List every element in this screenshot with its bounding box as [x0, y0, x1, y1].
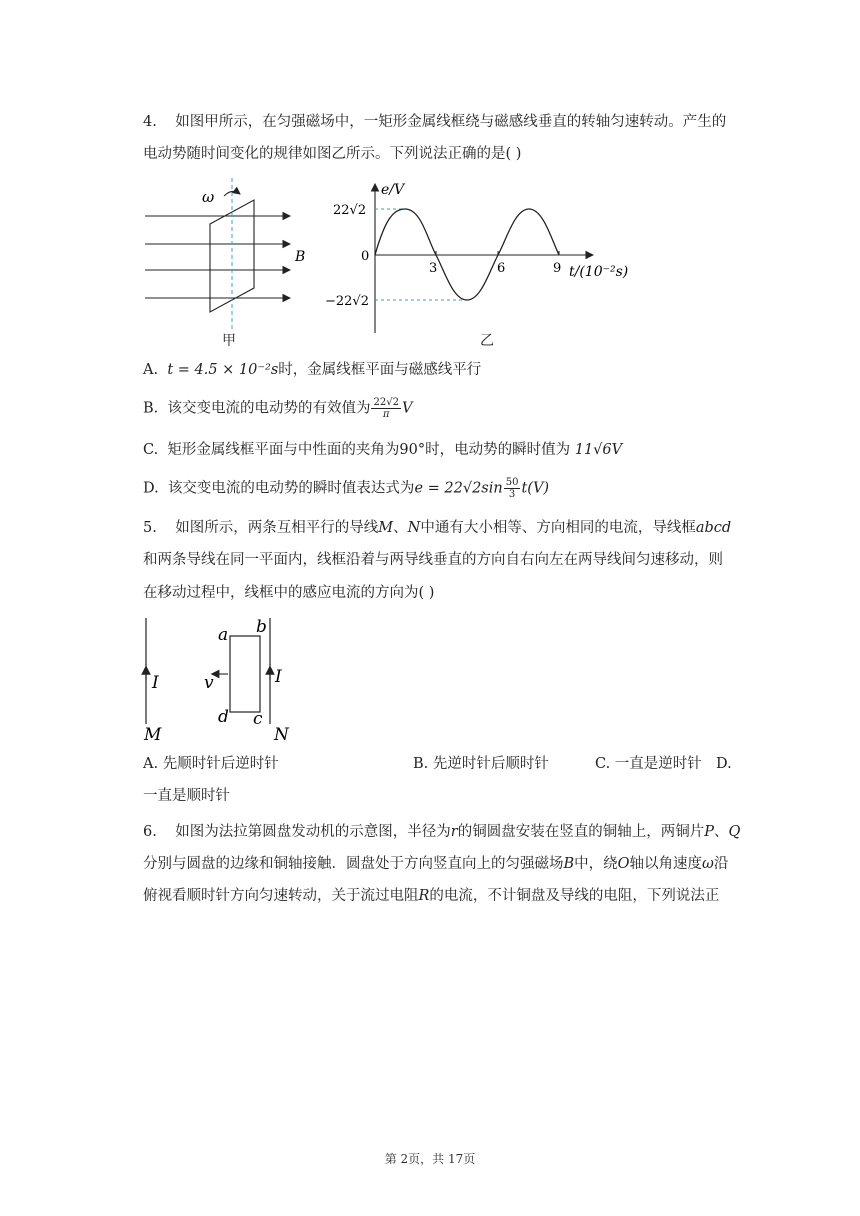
q5-number: 5.	[143, 520, 157, 536]
q5-text-1b: 中通有大小相等、方向相同的电流，导线框	[420, 520, 696, 536]
q6-text-3a: 俯视看顺时针方向匀速转动，关于流过电阻	[143, 888, 419, 904]
label-I-left: I	[152, 673, 159, 693]
q6-text-1a: 如图为法拉第圆盘发动机的示意图，半径为	[175, 824, 451, 840]
q6-text-2d: 沿	[713, 856, 729, 872]
option-b-fraction	[371, 397, 400, 420]
y-top-label: 22√2	[333, 203, 367, 218]
q4-line-1	[143, 112, 726, 132]
q6-text-1b: 的铜圆盘安装在竖直的铜轴上，两铜片	[457, 824, 705, 840]
label-v: v	[204, 673, 214, 693]
q5-option-a[interactable]: A. 先顺时针后逆时针	[143, 756, 279, 772]
q4-option-d[interactable]	[143, 477, 549, 500]
frame-abcd	[230, 636, 260, 712]
q6-text-2a: 分别与圆盘的边缘和铜轴接触．圆盘处于方向竖直向上的匀强磁场	[143, 856, 564, 872]
omega-label: ω	[202, 188, 215, 206]
x-tick-6: 6	[497, 261, 506, 276]
label-b: b	[256, 617, 267, 637]
option-a-expr: t = 4.5 × 10⁻²s	[167, 362, 279, 378]
q6-Q: Q	[728, 824, 741, 840]
option-a-label: A.	[143, 362, 159, 378]
q5-option-d-label[interactable]: D.	[716, 756, 732, 772]
field-label-B: B	[295, 249, 306, 265]
figure-q5	[140, 612, 300, 747]
q6-line-2	[143, 854, 728, 874]
figure-yi	[325, 178, 635, 338]
q5-abcd: abcd	[695, 520, 732, 536]
fraction-denominator: 3	[508, 489, 516, 500]
q5-option-d-text[interactable]: 一直是顺时针	[143, 788, 230, 804]
q4-number: 4.	[143, 114, 157, 130]
y-axis-label: e/V	[381, 182, 405, 198]
label-a: a	[218, 625, 229, 645]
option-c-value: 11√6V	[574, 442, 623, 458]
q5-sep: 、	[393, 520, 408, 536]
q4-option-a[interactable]	[143, 360, 481, 380]
option-a-text: 时，金属线框平面与磁感线平行	[278, 362, 482, 378]
q5-option-c[interactable]: C. 一直是逆时针	[595, 756, 702, 772]
fraction-numerator: 50	[505, 477, 519, 488]
x-tick-3: 3	[429, 261, 438, 276]
label-c: c	[253, 709, 263, 729]
q5-N: N	[407, 520, 421, 536]
q6-text-3b: 的电流，不计铜盘及导线的电阻，下列说法正	[429, 888, 720, 904]
y-bottom-label: −22√2	[325, 294, 369, 309]
label-I-right: I	[275, 667, 282, 687]
q4-option-c[interactable]	[143, 440, 622, 460]
q6-sep: 、	[713, 824, 729, 840]
option-b-text: 该交变电流的电动势的有效值为	[167, 400, 371, 417]
y-zero-label: 0	[361, 249, 370, 264]
q5-M: M	[378, 520, 394, 536]
label-N: N	[274, 725, 289, 745]
option-c-label: C.	[143, 442, 159, 458]
q6-number: 6.	[143, 824, 157, 840]
q6-line-3	[143, 886, 719, 906]
option-c-text: 矩形金属线框平面与中性面的夹角为90°时，电动势的瞬时值为	[167, 442, 571, 458]
q5-line-1	[143, 518, 731, 538]
label-M: M	[144, 725, 162, 745]
label-d: d	[218, 707, 229, 727]
option-d-fraction	[504, 477, 521, 500]
figure-jia	[140, 178, 310, 348]
q6-omega: ω	[702, 856, 714, 872]
q6-P: P	[704, 824, 714, 840]
page-footer: 第 2页，共 17页	[384, 1152, 476, 1166]
option-b-unit: V	[401, 400, 413, 417]
option-b-label: B.	[143, 400, 159, 417]
option-d-expr-2: t(V)	[521, 480, 550, 497]
q6-text-2c: 轴以角速度	[629, 856, 703, 872]
q4-text-1: 如图甲所示，在匀强磁场中，一矩形金属线框绕与磁感线垂直的转轴匀速转动。产生的	[175, 114, 727, 130]
caption-jia: 甲	[222, 333, 236, 349]
q5-text-1a: 如图所示，两条互相平行的导线	[175, 520, 379, 536]
q6-r: r	[450, 824, 458, 840]
q6-line-1	[143, 822, 740, 842]
q4-option-b[interactable]	[143, 397, 412, 420]
q4-line-2: 电动势随时间变化的规律如图乙所示。下列说法正确的是( )	[143, 146, 522, 162]
q6-B: B	[563, 856, 575, 872]
q5-line-2: 和两条导线在同一平面内，线框沿着与两导线垂直的方向自右向左在两导线间匀速移动，则	[143, 552, 723, 568]
x-axis-label: t/(10⁻²s)	[569, 264, 629, 280]
q5-option-b[interactable]: B. 先逆时针后顺时针	[413, 756, 549, 772]
caption-yi: 乙	[480, 333, 494, 349]
q5-line-3: 在移动过程中，线框中的感应电流的方向为( )	[143, 585, 435, 601]
option-d-label: D.	[143, 480, 159, 497]
fraction-denominator: π	[382, 409, 390, 420]
q6-R: R	[418, 888, 430, 904]
q6-O: O	[617, 856, 630, 872]
option-d-expr-1: e = 22√2sin	[414, 480, 503, 497]
x-tick-9: 9	[553, 261, 562, 276]
option-d-text: 该交变电流的电动势的瞬时值表达式为	[167, 480, 415, 497]
fraction-numerator: 22√2	[373, 397, 399, 408]
q6-text-2b: 中，绕	[574, 856, 618, 872]
